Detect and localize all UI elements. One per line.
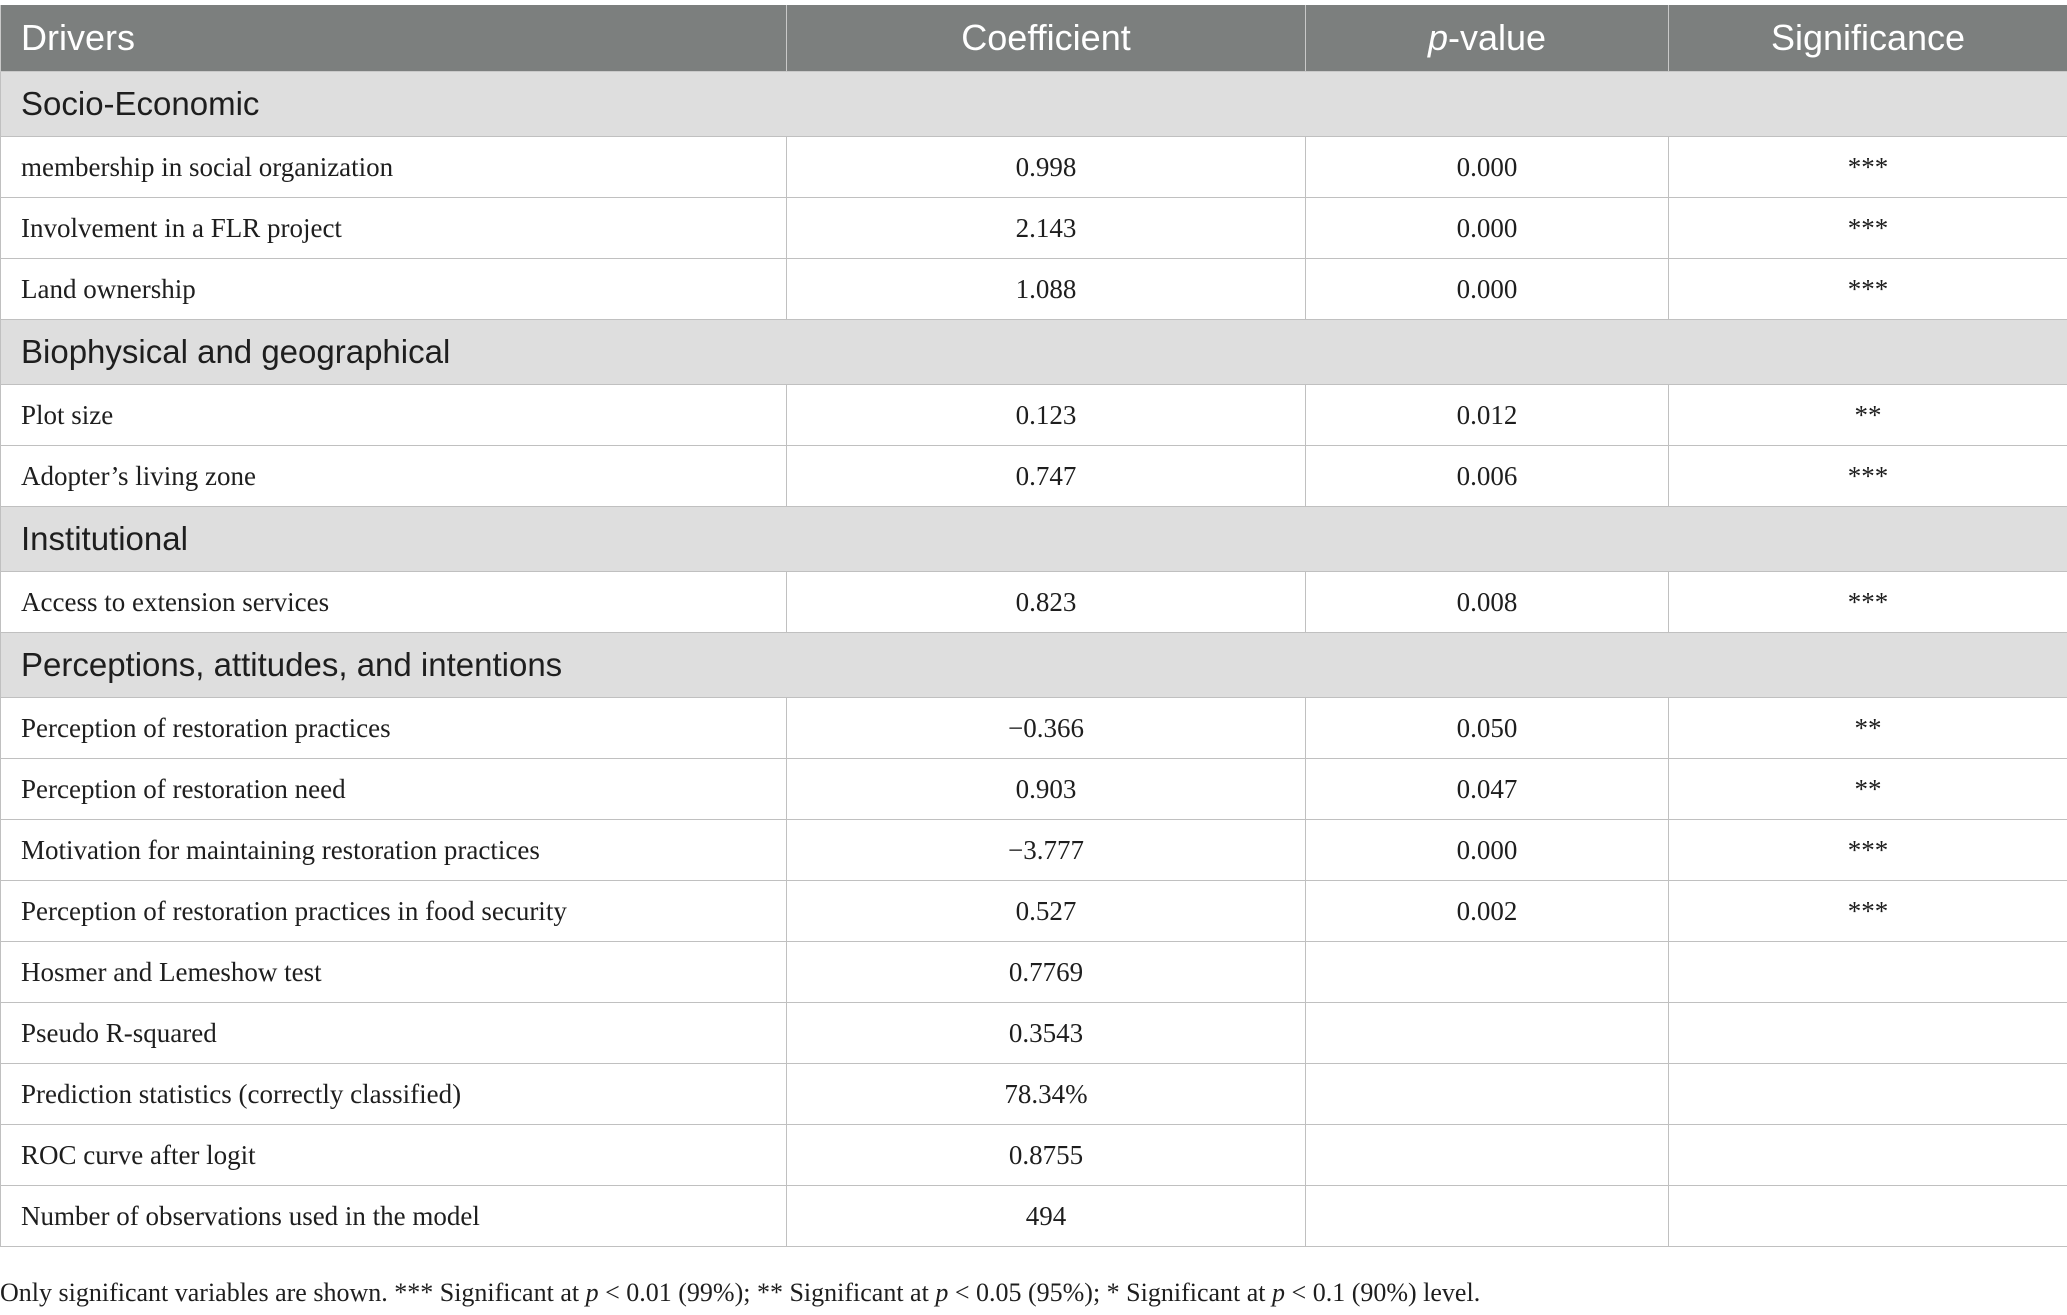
p-value-cell: 0.000 [1306, 137, 1669, 198]
significance-cell: ** [1669, 385, 2067, 446]
footnote-p1: p [585, 1278, 599, 1307]
section-title: Biophysical and geographical [1, 320, 2067, 385]
significance-cell: *** [1669, 572, 2067, 633]
header-significance: Significance [1669, 5, 2067, 72]
table-row [1, 698, 2067, 759]
driver-cell: ROC curve after logit [1, 1125, 787, 1186]
footnote-part4: < 0.1 (90%) level. [1285, 1278, 1481, 1307]
p-value-cell: 0.002 [1306, 881, 1669, 942]
table-row [1, 572, 2067, 633]
driver-cell: Pseudo R-squared [1, 1003, 787, 1064]
coefficient-cell: −3.777 [787, 820, 1306, 881]
driver-cell: Perception of restoration need [1, 759, 787, 820]
section-title: Perceptions, attitudes, and intentions [1, 633, 2067, 698]
regression-results-table [0, 5, 2067, 1247]
p-value-cell: 0.047 [1306, 759, 1669, 820]
coefficient-cell: 0.123 [787, 385, 1306, 446]
driver-cell: Land ownership [1, 259, 787, 320]
coefficient-cell: 0.3543 [787, 1003, 1306, 1064]
footnote-part1: Only significant variables are shown. *** Significant at [0, 1278, 586, 1307]
p-value-cell: 0.000 [1306, 820, 1669, 881]
coefficient-cell: 0.823 [787, 572, 1306, 633]
table-row [1, 1064, 2067, 1125]
significance-cell: *** [1669, 881, 2067, 942]
table-row [1, 759, 2067, 820]
driver-cell: Motivation for maintaining restoration practices [1, 820, 787, 881]
p-value-cell: 0.012 [1306, 385, 1669, 446]
coefficient-cell: −0.366 [787, 698, 1306, 759]
table-row [1, 385, 2067, 446]
regression-results-document [0, 5, 2067, 1307]
p-value-cell: 0.006 [1306, 446, 1669, 507]
p-value-cell [1306, 942, 1669, 1003]
significance-cell: *** [1669, 198, 2067, 259]
footnote-part2: < 0.01 (99%); ** Significant at [598, 1278, 936, 1307]
driver-cell: Access to extension services [1, 572, 787, 633]
p-value-cell: 0.000 [1306, 198, 1669, 259]
coefficient-cell: 0.998 [787, 137, 1306, 198]
coefficient-cell: 494 [787, 1186, 1306, 1247]
header-p-value [1306, 5, 1669, 72]
driver-cell: Involvement in a FLR project [1, 198, 787, 259]
coefficient-cell: 0.747 [787, 446, 1306, 507]
significance-cell [1669, 1125, 2067, 1186]
driver-cell: Hosmer and Lemeshow test [1, 942, 787, 1003]
section-title: Socio-Economic [1, 72, 2067, 137]
p-value-cell [1306, 1125, 1669, 1186]
table-header-row [1, 5, 2067, 72]
significance-cell: *** [1669, 137, 2067, 198]
table-row [1, 446, 2067, 507]
table-row [1, 137, 2067, 198]
driver-cell: Number of observations used in the model [1, 1186, 787, 1247]
driver-cell: Perception of restoration practices [1, 698, 787, 759]
coefficient-cell: 0.7769 [787, 942, 1306, 1003]
header-p-italic: p [1427, 17, 1448, 58]
driver-cell: Adopter’s living zone [1, 446, 787, 507]
coefficient-cell: 1.088 [787, 259, 1306, 320]
table-row [1, 820, 2067, 881]
driver-cell: Plot size [1, 385, 787, 446]
significance-cell: ** [1669, 698, 2067, 759]
section-title: Institutional [1, 507, 2067, 572]
p-value-cell: 0.008 [1306, 572, 1669, 633]
table-row [1, 1125, 2067, 1186]
p-value-cell [1306, 1186, 1669, 1247]
driver-cell: Perception of restoration practices in food security [1, 881, 787, 942]
footnote-p3: p [1272, 1278, 1286, 1307]
section-header-row [1, 507, 2067, 572]
coefficient-cell: 78.34% [787, 1064, 1306, 1125]
section-header-row [1, 72, 2067, 137]
section-header-row [1, 320, 2067, 385]
table-footnote [0, 1278, 1480, 1308]
p-value-cell [1306, 1003, 1669, 1064]
significance-cell [1669, 942, 2067, 1003]
significance-cell [1669, 1186, 2067, 1247]
header-drivers: Drivers [1, 5, 787, 72]
coefficient-cell: 0.8755 [787, 1125, 1306, 1186]
table-row [1, 259, 2067, 320]
driver-cell: Prediction statistics (correctly classified) [1, 1064, 787, 1125]
p-value-cell: 0.050 [1306, 698, 1669, 759]
table-row [1, 942, 2067, 1003]
header-coefficient: Coefficient [787, 5, 1306, 72]
section-header-row [1, 633, 2067, 698]
footnote-part3: < 0.05 (95%); * Significant at [948, 1278, 1273, 1307]
table-body [1, 72, 2067, 1247]
p-value-cell [1306, 1064, 1669, 1125]
table-row [1, 1003, 2067, 1064]
significance-cell: *** [1669, 820, 2067, 881]
p-value-cell: 0.000 [1306, 259, 1669, 320]
coefficient-cell: 2.143 [787, 198, 1306, 259]
table-row [1, 198, 2067, 259]
driver-cell: membership in social organization [1, 137, 787, 198]
coefficient-cell: 0.903 [787, 759, 1306, 820]
significance-cell: ** [1669, 759, 2067, 820]
significance-cell [1669, 1003, 2067, 1064]
table-row [1, 881, 2067, 942]
significance-cell [1669, 1064, 2067, 1125]
coefficient-cell: 0.527 [787, 881, 1306, 942]
table-row [1, 1186, 2067, 1247]
footnote-p2: p [935, 1278, 949, 1307]
header-p-value-suffix: -value [1447, 17, 1547, 58]
significance-cell: *** [1669, 259, 2067, 320]
significance-cell: *** [1669, 446, 2067, 507]
